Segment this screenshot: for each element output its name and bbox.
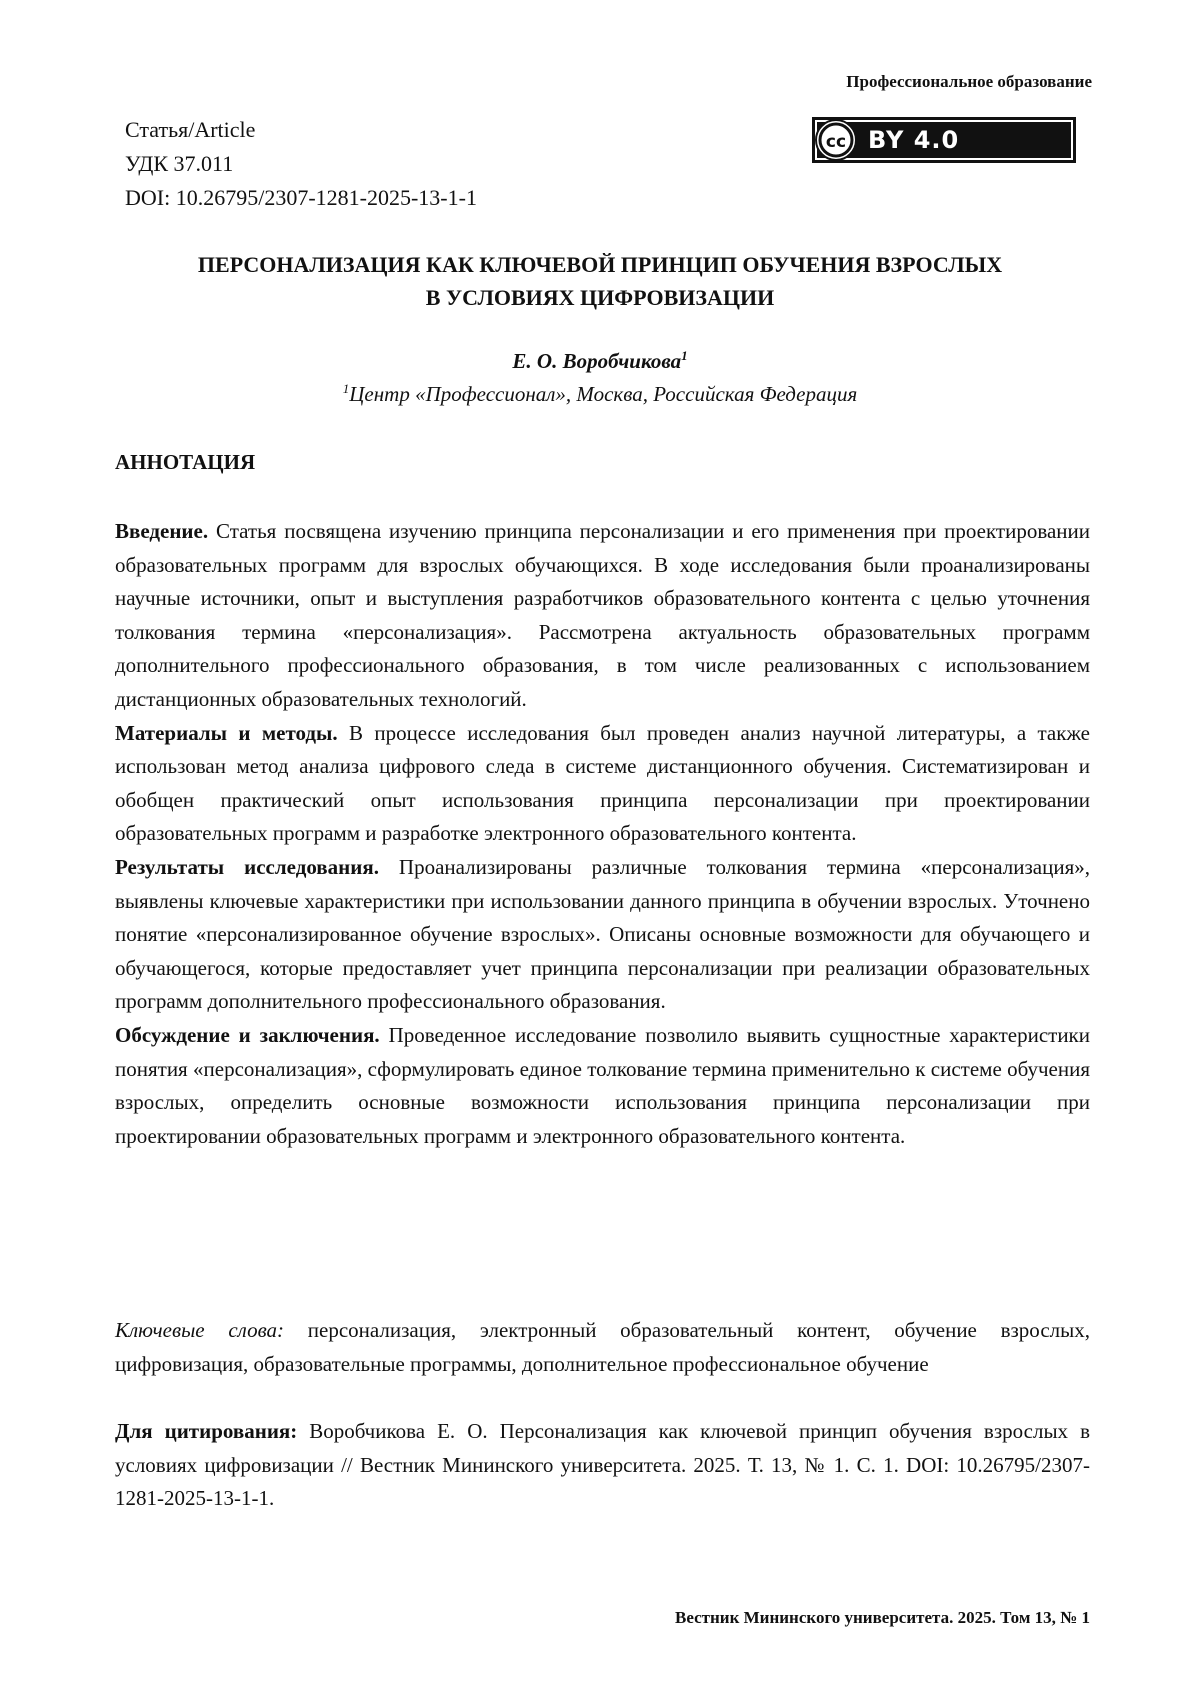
abstract-heading: АННОТАЦИЯ <box>115 450 255 475</box>
abstract-discussion <box>115 1019 1090 1153</box>
abstract-results-label: Результаты исследования. <box>115 855 379 879</box>
abstract-methods-label: Материалы и методы. <box>115 721 338 745</box>
article-type: Статья/Article <box>125 113 477 147</box>
license-badge[interactable] <box>812 117 1076 163</box>
doi[interactable]: DOI: 10.26795/2307-1281-2025-13-1-1 <box>125 181 477 215</box>
author-sup: 1 <box>681 348 688 363</box>
abstract-body <box>115 515 1090 1153</box>
cc-mark: cc <box>826 132 846 152</box>
article-title-line-1: ПЕРСОНАЛИЗАЦИЯ КАК КЛЮЧЕВОЙ ПРИНЦИП ОБУЧЕНИЯ ВЗРОСЛЫХ <box>110 248 1090 281</box>
keywords-label: Ключевые слова: <box>115 1318 284 1342</box>
abstract-results-text: Проанализированы различные толкования термина «персонализация», выявлены ключевые характеристики при использовании данного принципа в обучении взрослых. Уточнено понятие «персонализированное обучение взрослых». Описаны основные возможности для обучающего и обучающегося, которые предоставляет учет принципа персонализации при реализации образовательных программ дополнительного профессионального образования. <box>115 855 1090 1013</box>
udc-code: УДК 37.011 <box>125 147 477 181</box>
abstract-discussion-label: Обсуждение и заключения. <box>115 1023 380 1047</box>
citation-label: Для цитирования: <box>115 1419 297 1443</box>
citation-text: Воробчикова Е. О. Персонализация как ключевой принцип обучения взрослых в условиях цифровизации // Вестник Мининского университета. 2025. Т. 13, № 1. С. 1. DOI: 10.26795/2307-1281-2025-13-1-1. <box>115 1419 1090 1510</box>
abstract-intro-label: Введение. <box>115 519 208 543</box>
article-title-line-2: В УСЛОВИЯХ ЦИФРОВИЗАЦИИ <box>110 281 1090 314</box>
abstract-methods <box>115 717 1090 851</box>
author <box>110 349 1090 374</box>
keywords-text: персонализация, электронный образовательный контент, обучение взрослых, цифровизация, образовательные программы, дополнительное профессиональное обучение <box>115 1318 1090 1376</box>
abstract-discussion-text: Проведенное исследование позволило выявить сущностные характеристики понятия «персонализация», сформулировать единое толкование термина применительно к системе обучения взрослых, определить основные возможности использования принципа персонализации при проектировании образовательных программ и электронного образовательного контента. <box>115 1023 1090 1148</box>
page-footer: Вестник Мининского университета. 2025. Том 13, № 1 <box>675 1608 1090 1628</box>
article-title <box>110 248 1090 314</box>
keywords <box>115 1314 1090 1381</box>
article-meta <box>125 113 477 215</box>
affiliation-sup: 1 <box>343 381 350 396</box>
creative-commons-icon <box>814 118 858 162</box>
affiliation-text: Центр «Профессионал», Москва, Российская Федерация <box>349 382 857 406</box>
license-label: BY 4.0 <box>868 126 959 154</box>
journal-section-header: Профессиональное образование <box>846 72 1092 92</box>
author-name: Е. О. Воробчикова <box>512 349 681 373</box>
abstract-results <box>115 851 1090 1019</box>
license-badge-inner <box>817 122 1071 158</box>
citation <box>115 1415 1090 1516</box>
abstract-intro <box>115 515 1090 717</box>
abstract-methods-text: В процессе исследования был проведен анализ научной литературы, а также использован метод анализа цифрового следа в системе дистанционного обучения. Систематизирован и обобщен практический опыт использования принципа персонализации при проектировании образовательных программ и разработке электронного образовательного контента. <box>115 721 1090 846</box>
abstract-intro-text: Статья посвящена изучению принципа персонализации и его применения при проектировании образовательных программ для взрослых обучающихся. В ходе исследования были проанализированы научные источники, опыт и выступления разработчиков образовательного контента с целью уточнения толкования термина «персонализация». Рассмотрена актуальность образовательных программ дополнительного профессионального образования, в том числе реализованных с использованием дистанционных образовательных технологий. <box>115 519 1090 711</box>
affiliation <box>110 382 1090 407</box>
